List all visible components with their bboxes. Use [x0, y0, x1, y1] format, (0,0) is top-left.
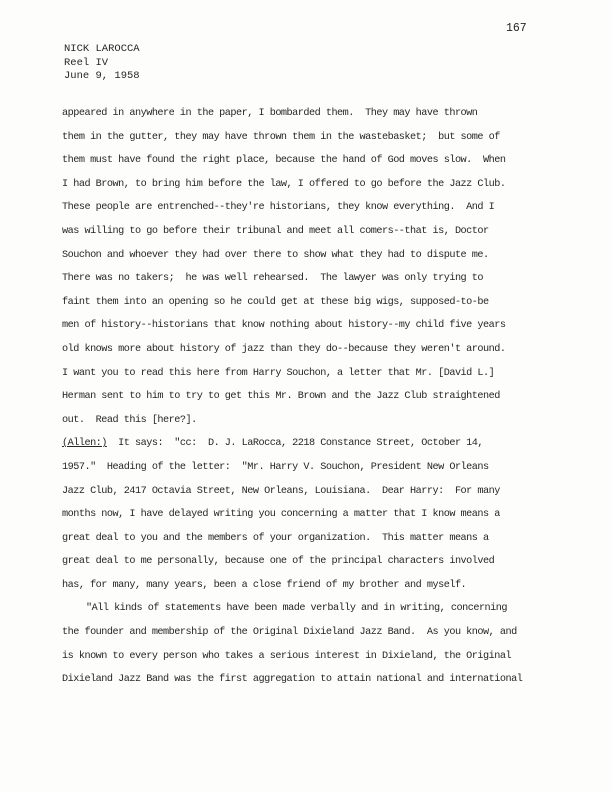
- line-text: It says: "cc: D. J. LaRocca, 2218 Constance Street, October 14,: [106, 438, 484, 450]
- line-text: There was no takers; he was well rehearsed. The lawyer was only trying to: [62, 273, 484, 285]
- line-text: great deal to me personally, because one of the principal characters involved: [62, 556, 495, 568]
- transcript-line: [62, 149, 552, 173]
- transcript-line: [62, 267, 552, 291]
- transcript-line: [62, 314, 552, 338]
- line-text: Dixieland Jazz Band was the first aggregation to attain national and international: [62, 674, 523, 686]
- line-text: has, for many, many years, been a close friend of my brother and myself.: [62, 579, 467, 591]
- line-text: them in the gutter, they may have thrown them in the wastebasket; but some of: [62, 131, 500, 143]
- line-text: Herman sent to him to try to get this Mr. Brown and the Jazz Club straightened: [62, 391, 500, 403]
- line-text: I want you to read this here from Harry Souchon, a letter that Mr. [David L.]: [62, 367, 495, 379]
- transcript-line: [62, 362, 552, 386]
- transcript-line: [62, 220, 552, 244]
- interview-date: June 9, 1958: [64, 70, 140, 82]
- transcript-line: [62, 385, 552, 409]
- transcript-line: [62, 456, 552, 480]
- transcript-line: [62, 503, 552, 527]
- line-text: Jazz Club, 2417 Octavia Street, New Orleans, Louisiana. Dear Harry: For many: [62, 485, 500, 497]
- page-number: 167: [506, 22, 527, 35]
- line-text: was willing to go before their tribunal and meet all comers--that is, Doctor: [62, 225, 489, 237]
- transcript-line: [62, 527, 552, 551]
- interviewee-name: NICK LAROCCA: [64, 43, 140, 55]
- line-text: out. Read this [here?].: [62, 414, 197, 426]
- line-text: is known to every person who takes a serious interest in Dixieland, the Original: [62, 650, 512, 662]
- line-text: "All kinds of statements have been made verbally and in writing, concerning: [86, 603, 508, 615]
- transcript-line: [62, 621, 552, 645]
- transcript-line: [62, 668, 552, 692]
- transcript-line: [62, 196, 552, 220]
- transcript-line: [62, 550, 552, 574]
- transcript-line: [62, 173, 552, 197]
- transcript-line: [62, 480, 552, 504]
- line-text: 1957." Heading of the letter: "Mr. Harry V. Souchon, President New Orleans: [62, 461, 489, 473]
- line-text: I had Brown, to bring him before the law, I offered to go before the Jazz Club.: [62, 178, 506, 190]
- transcript-line: [62, 338, 552, 362]
- transcript-line: [62, 432, 552, 456]
- document-header: [64, 43, 140, 84]
- transcript-line: [62, 126, 552, 150]
- line-text: old knows more about history of jazz than they do--because they weren't around.: [62, 343, 506, 355]
- line-text: appeared in anywhere in the paper, I bombarded them. They may have thrown: [62, 108, 478, 119]
- line-text: great deal to you and the members of your organization. This matter means a: [62, 532, 489, 544]
- line-text: the founder and membership of the Original Dixieland Jazz Band. As you know, and: [62, 627, 517, 639]
- line-text: Souchon and whoever they had over there to show what they had to dispute me.: [62, 249, 489, 261]
- transcript-line: [62, 645, 552, 669]
- transcript-body: [62, 102, 552, 692]
- transcript-line: [62, 597, 552, 621]
- line-text: men of history--historians that know nothing about history--my child five years: [62, 320, 506, 332]
- reel-label: Reel IV: [64, 56, 109, 69]
- transcript-line: [62, 409, 552, 433]
- speaker-label: (Allen:): [62, 438, 107, 450]
- transcript-line: [62, 291, 552, 315]
- line-text: These people are entrenched--they're historians, they know everything. And I: [62, 202, 495, 214]
- line-text: faint them into an opening so he could get at these big wigs, supposed-to-be: [62, 296, 489, 308]
- transcript-line: [62, 102, 552, 126]
- transcript-line: [62, 574, 552, 598]
- transcript-line: [62, 244, 552, 268]
- line-text: them must have found the right place, because the hand of God moves slow. When: [62, 155, 506, 167]
- line-text: months now, I have delayed writing you concerning a matter that I know means a: [62, 509, 500, 521]
